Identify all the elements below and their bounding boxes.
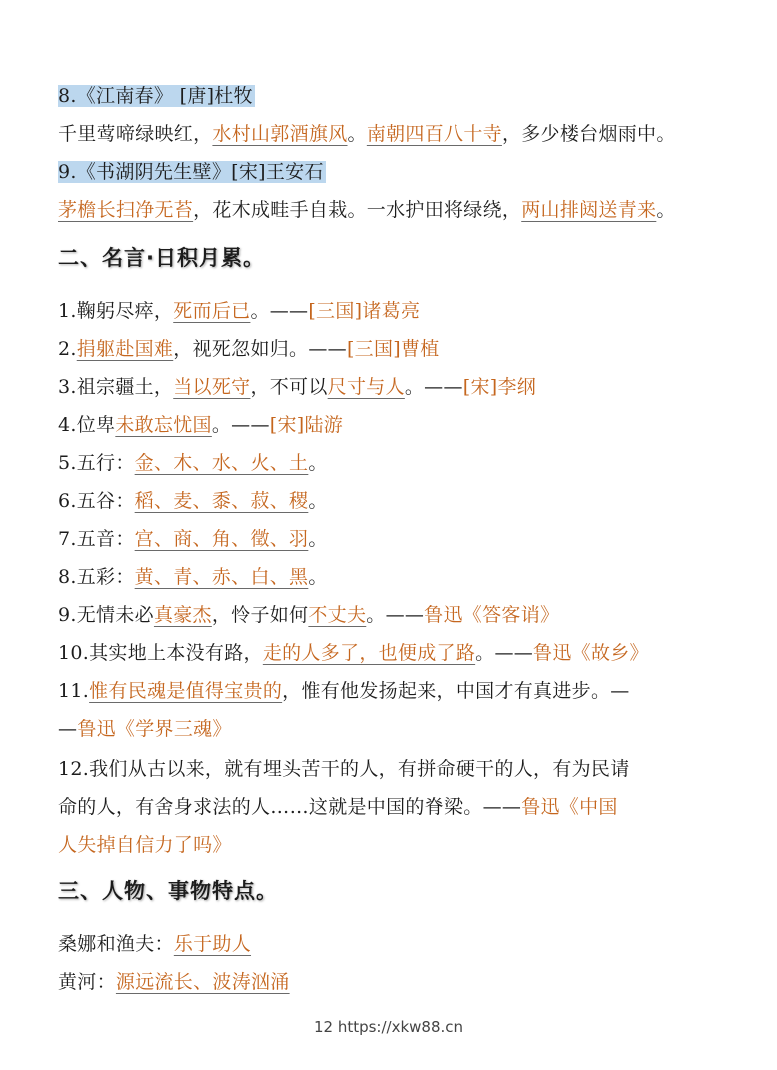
source: 鲁迅《中国 — [521, 796, 618, 818]
page-footer: 12 https://xkw88.cn — [313, 1018, 464, 1036]
answer-blank: 捐躯赴国难 — [76, 338, 174, 360]
list-item: 7.五音：宫、商、角、徵、羽。 — [58, 528, 328, 550]
answer-blank: 黄、青、赤、白、黑 — [134, 566, 309, 588]
list-item: 2.捐躯赴国难，视死忽如归。——[三国]曹植 — [58, 338, 440, 360]
answer-blank: 两山排闼送青来 — [521, 199, 657, 221]
source: 鲁迅《故乡》 — [533, 642, 649, 664]
list-item: 11.惟有民魂是值得宝贵的，惟有他发扬起来，中国才有真进步。— — [58, 680, 630, 702]
section-heading: 二、名言·日积月累。 — [58, 246, 265, 270]
answer-blank: 走的人多了，也便成了路 — [262, 642, 476, 664]
list-item: 8.五彩：黄、青、赤、白、黑。 — [58, 566, 328, 588]
answer-blank: 茅檐长扫净无苔 — [58, 199, 194, 221]
answer-blank: 水村山郭酒旗风 — [212, 123, 348, 145]
highlighted-title: 8.《江南春》 [唐]杜牧 — [58, 85, 253, 107]
list-item-continued: —鲁迅《学界三魂》 — [58, 718, 232, 740]
list-item-continued: 命的人，有舍身求法的人……这就是中国的脊梁。——鲁迅《中国 — [58, 796, 618, 818]
answer-blank: 乐于助人 — [173, 933, 252, 955]
answer-blank: 当以死守 — [173, 376, 251, 398]
list-item: 10.其实地上本没有路，走的人多了，也便成了路。——鲁迅《故乡》 — [58, 642, 649, 664]
source: 鲁迅《学界三魂》 — [77, 718, 232, 740]
answer-blank: 南朝四百八十寺 — [366, 123, 502, 145]
list-item: 6.五谷：稻、麦、黍、菽、稷。 — [58, 490, 328, 512]
source: [三国]曹植 — [346, 338, 440, 360]
list-item: 5.五行：金、木、水、火、土。 — [58, 452, 328, 474]
list-item: 1.鞠躬尽瘁，死而后已。——[三国]诸葛亮 — [58, 300, 421, 322]
source: [三国]诸葛亮 — [308, 300, 421, 322]
list-item: 桑娜和渔夫：乐于助人 — [58, 933, 252, 955]
answer-blank: 源远流长、波涛汹涌 — [115, 971, 290, 993]
list-item: 9.无情未必真豪杰，怜子如何不丈夫。——鲁迅《答客诮》 — [58, 604, 560, 626]
answer-blank: 不丈夫 — [308, 604, 367, 626]
list-item-continued — [58, 831, 232, 859]
answer-blank: 死而后已 — [173, 300, 251, 322]
list-item: 3.祖宗疆土，当以死守，不可以尺寸与人。——[宋]李纲 — [58, 376, 537, 398]
answer-blank: 未敢忘忧国 — [115, 414, 212, 436]
highlighted-title: 9.《书湖阴先生壁》[宋]王安石 — [58, 161, 324, 183]
section-heading: 三、人物、事物特点。 — [58, 879, 278, 903]
answer-blank: 宫、商、角、徵、羽 — [134, 528, 309, 550]
answer-blank: 真豪杰 — [153, 604, 212, 626]
source: [宋]陆游 — [269, 414, 344, 436]
list-item: 12.我们从古以来，就有埋头苦干的人，有拼命硬干的人，有为民请 — [58, 758, 630, 780]
answer-blank: 惟有民魂是值得宝贵的 — [89, 680, 283, 702]
source: 人失掉自信力了吗》 — [58, 834, 232, 856]
answer-blank: 尺寸与人 — [327, 376, 405, 398]
poem-body: 千里莺啼绿映红，水村山郭酒旗风。南朝四百八十寺，多少楼台烟雨中。 — [58, 123, 676, 145]
source: 鲁迅《答客诮》 — [424, 604, 560, 626]
poem-title — [58, 158, 326, 186]
list-item: 4.位卑未敢忘忧国。——[宋]陆游 — [58, 414, 344, 436]
list-item: 黄河：源远流长、波涛汹涌 — [58, 971, 290, 993]
source: [宋]李纲 — [462, 376, 537, 398]
answer-blank: 金、木、水、火、土 — [134, 452, 309, 474]
poem-body: 茅檐长扫净无苔，花木成畦手自栽。一水护田将绿绕，两山排闼送青来。 — [58, 199, 676, 221]
poem-title — [58, 82, 255, 110]
answer-blank: 稻、麦、黍、菽、稷 — [134, 490, 309, 512]
